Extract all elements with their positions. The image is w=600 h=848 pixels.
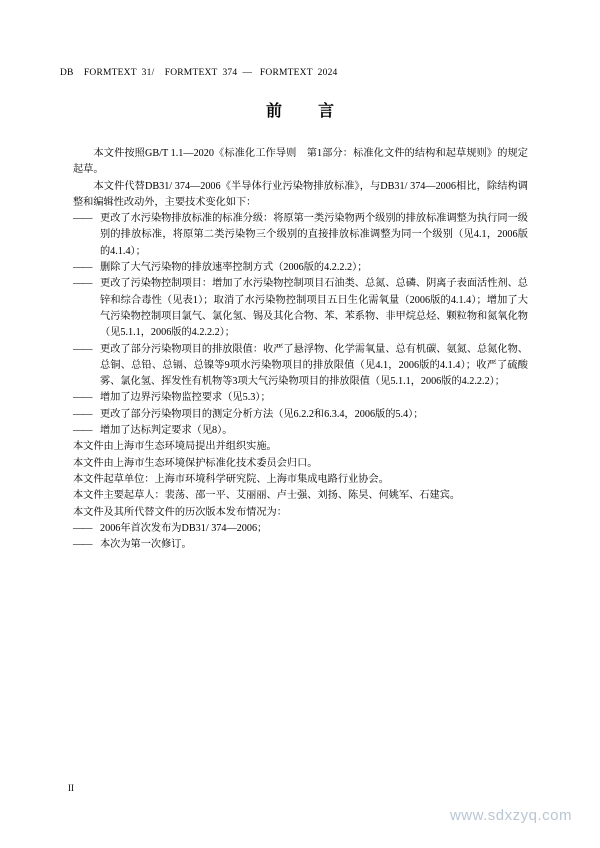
foreword-list-item <box>73 260 528 276</box>
watermark: www.sdxzyq.com <box>449 807 572 824</box>
foreword-list-item-text: 删除了大气污染物的排放速率控制方式（2006版的4.2.2.2）； <box>100 262 368 274</box>
list-dash-marker: —— <box>73 539 92 551</box>
page-number: II <box>68 783 74 793</box>
foreword-list-item-text: 本次为第一次修订。 <box>100 539 192 551</box>
foreword-list-item-text: 更改了部分污染物项目的排放限值：收严了悬浮物、化学需氧量、总有机碳、氨氮、总氮化物、总铜、总铅、总镉、总镍等9项水污染物项目的排放限值（见4.1，2006版的4.1.4）；收严了硫酸雾、氯化氢、挥发性有机物等3项大气污染物项目的排放限值（见5.1.1，2006版的4.2.2.2）； <box>100 343 528 388</box>
list-dash-marker: —— <box>73 262 92 274</box>
list-dash-marker: —— <box>73 213 92 225</box>
list-dash-marker: —— <box>73 392 92 404</box>
foreword-list-item <box>73 423 528 439</box>
foreword-list-item <box>73 276 528 341</box>
foreword-list-item-text: 增加了达标判定要求（见8）。 <box>100 425 233 437</box>
foreword-list-item-text: 增加了边界污染物监控要求（见5.3）； <box>100 392 271 404</box>
page-title: 前 言 <box>265 101 344 120</box>
foreword-body <box>73 146 528 553</box>
foreword-list-item-text: 更改了部分污染物项目的测定分析方法（见6.2.2和6.3.4，2006版的5.4）； <box>100 408 424 420</box>
foreword-list-item <box>73 407 528 423</box>
foreword-paragraph: 本文件主要起草人：裴荡、邵一平、艾丽丽、卢士强、刘扬、陈昊、何姚军、石建宾。 <box>73 490 461 502</box>
foreword-list-item <box>73 521 528 537</box>
list-dash-marker: —— <box>73 425 92 437</box>
foreword-list-item-text: 更改了污染物控制项目：增加了水污染物控制项目石油类、总氮、总磷、阴离子表面活性剂、总锌和综合毒性（见表1）；取消了水污染物控制项目五日生化需氧量（2006版的4.1.4）；增加了大气污染物控制项目氯气、氯化氢、锡及其化合物、苯、苯系物、非甲烷总烃、颗粒物和氮氧化物（见5.1.1，2006版的4.2.2.2）； <box>100 278 528 339</box>
foreword-paragraph: 本文件由上海市生态环境保护标准化技术委员会归口。 <box>73 457 318 469</box>
list-dash-marker: —— <box>73 408 92 420</box>
list-dash-marker: —— <box>73 343 92 355</box>
foreword-list-item-text: 更改了水污染物排放标准的标准分级：将原第一类污染物两个级别的排放标准调整为执行同一级别的排放标准，将原第二类污染物三个级别的直接排放标准调整为同一个级别（见4.1，2006版的4.1.4）； <box>100 213 528 257</box>
foreword-list-item <box>73 390 528 406</box>
foreword-paragraph: 本文件起草单位：上海市环境科学研究院、上海市集成电路行业协会。 <box>73 473 389 485</box>
page-header: DB FORMTEXT 31/ FORMTEXT 374 — FORMTEXT 2024 <box>60 68 338 78</box>
foreword-list-item <box>73 342 528 391</box>
foreword-paragraph: 本文件按照GB/T 1.1—2020《标准化工作导则 第1部分：标准化文件的结构和起草规则》的规定起草。 <box>73 148 528 176</box>
foreword-list-item-text: 2006年首次发布为DB31/ 374—2006； <box>100 522 268 534</box>
foreword-paragraph: 本文件代替DB31/ 374—2006《半导体行业污染物排放标准》，与DB31/ 374—2006相比，除结构调整和编辑性改动外，主要技术变化如下： <box>73 180 528 208</box>
list-dash-marker: —— <box>73 278 92 290</box>
foreword-list-item <box>73 537 528 553</box>
list-dash-marker: —— <box>73 522 92 534</box>
foreword-paragraph: 本文件由上海市生态环境局提出并组织实施。 <box>73 441 277 453</box>
foreword-list-item <box>73 211 528 260</box>
foreword-paragraph: 本文件及其所代替文件的历次版本发布情况为： <box>73 506 287 518</box>
